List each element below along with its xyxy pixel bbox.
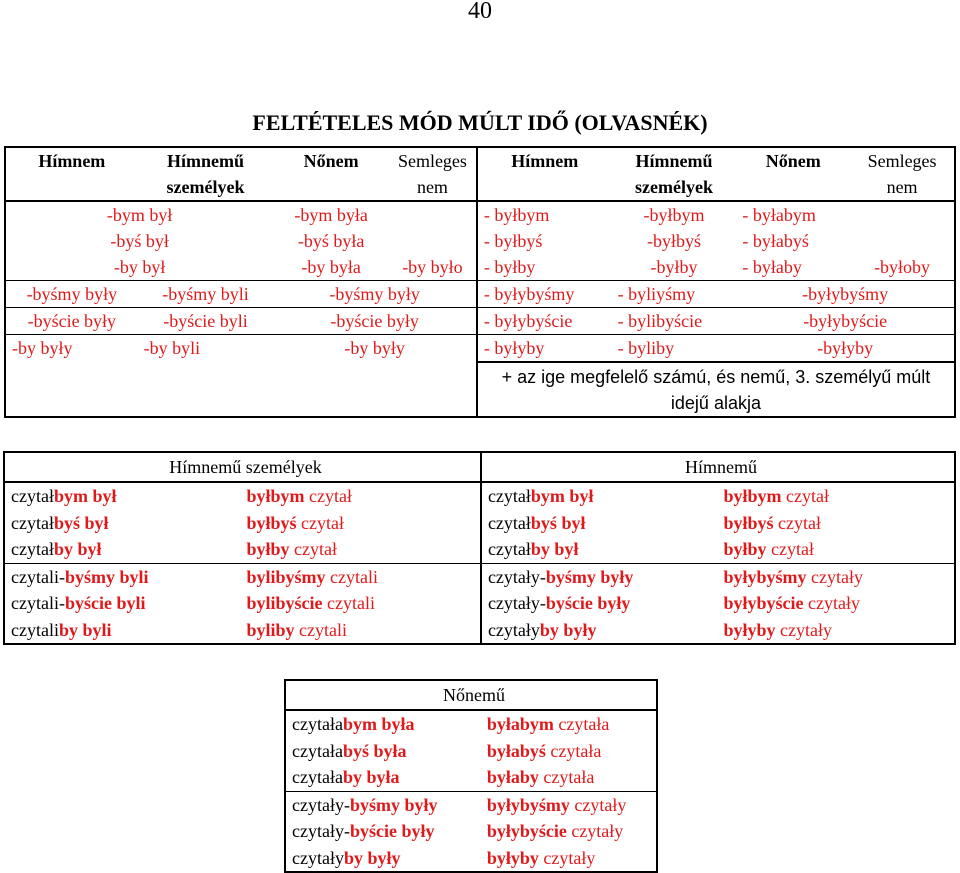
auxiliary-form: byś była	[342, 740, 407, 761]
ending-cell	[389, 201, 477, 228]
verb-stem: czytał	[11, 486, 54, 506]
ending-cell	[389, 228, 477, 254]
auxiliary-form: byśmy były	[349, 794, 438, 815]
empty-cell	[5, 362, 477, 417]
verb-stem: czytał	[487, 539, 531, 559]
conjugation-cell	[4, 617, 241, 645]
header-cell: Hímnemű személyek	[635, 151, 713, 197]
conjugation-cell	[481, 791, 657, 818]
ending-cell: - byłybyście	[477, 308, 612, 335]
ending-cell: -by była	[301, 257, 361, 277]
ending-cell: -by były	[5, 335, 138, 363]
table-caption: Nőnemű	[285, 680, 657, 710]
auxiliary-form: byłabym	[486, 714, 554, 734]
conjugation-cell	[481, 738, 657, 765]
verb-stem: czytał	[11, 539, 54, 559]
verb-stem: czytały-	[487, 593, 546, 613]
table-row	[285, 818, 657, 845]
conjugation-cell	[717, 536, 955, 563]
ending-cell: - byliby	[612, 335, 737, 363]
verb-form: czytały	[566, 821, 624, 841]
auxiliary-form: byliby	[246, 619, 295, 640]
caption-row	[285, 680, 657, 710]
auxiliary-form: by były	[343, 847, 401, 868]
conjugation-cell	[481, 482, 718, 510]
auxiliary-form: by były	[539, 619, 597, 640]
ending-cell: -bym był	[5, 201, 273, 228]
conjugation-cell	[285, 710, 481, 738]
auxiliary-form: bym był	[530, 486, 594, 506]
auxiliary-form: byłybyście	[486, 821, 567, 841]
conjugation-cell	[241, 510, 481, 537]
ending-cell	[850, 201, 955, 228]
table-row	[5, 201, 955, 228]
table-row	[5, 281, 955, 308]
auxiliary-form: byłby	[246, 539, 290, 559]
auxiliary-form: bym był	[53, 486, 117, 506]
auxiliary-form: byście były	[545, 593, 631, 613]
conjugation-cell	[4, 536, 241, 563]
verb-stem: czytały	[487, 619, 540, 640]
auxiliary-form: byśmy byli	[64, 566, 149, 587]
conjugation-cell	[481, 590, 718, 617]
verb-stem: czytali-	[11, 566, 65, 587]
conjugation-cell	[241, 617, 481, 645]
verb-form: czytały	[569, 794, 627, 815]
conjugation-cell	[717, 563, 955, 590]
conjugation-cell	[717, 617, 955, 645]
conjugation-cell	[481, 710, 657, 738]
table-row	[285, 764, 657, 791]
page-title: FELTÉTELES MÓD MÚLT IDŐ (OLVASNÉK)	[252, 110, 708, 135]
conjugation-cell	[4, 563, 241, 590]
ending-cell: -by byli	[138, 335, 274, 363]
table-row	[5, 228, 955, 254]
conjugation-cell	[285, 845, 481, 873]
auxiliary-form: byłbyś	[246, 512, 297, 533]
table-row	[4, 536, 955, 563]
auxiliary-form: bym była	[342, 714, 415, 734]
verb-stem: czytali-	[11, 593, 65, 613]
auxiliary-form: byłby	[723, 539, 767, 559]
ending-cell: -byście były	[273, 308, 477, 335]
ending-cell: -by było	[402, 257, 463, 277]
verb-form: czytali	[325, 566, 379, 587]
table-caption: Hímnemű személyek	[4, 452, 481, 482]
table-row	[4, 590, 955, 617]
conjugation-cell	[285, 738, 481, 765]
verb-form: czytali	[294, 619, 348, 640]
verb-stem: czytał	[11, 512, 54, 533]
auxiliary-form: byłybyśmy	[486, 794, 570, 815]
ending-cell: -byśmy były	[5, 281, 138, 308]
verb-form: czytał	[781, 486, 829, 506]
ending-cell: - byliyśmy	[612, 281, 737, 308]
verb-form: czytał	[304, 486, 353, 506]
table-row	[285, 738, 657, 765]
verb-form: czytały	[803, 593, 860, 613]
table-row	[4, 510, 955, 537]
verb-stem: czytały	[292, 847, 344, 868]
verb-stem: czytały-	[487, 566, 546, 587]
header-cell: Hímnem	[477, 147, 612, 201]
auxiliary-form: byś był	[530, 512, 586, 533]
verb-stem: czytała	[292, 714, 343, 734]
ending-cell: -byłbyś	[647, 231, 701, 251]
ending-cell: -bym była	[273, 201, 389, 228]
ending-cell: -byś był	[110, 231, 169, 251]
ending-cell: - byłby	[477, 254, 612, 281]
ending-cell: - byłyby	[477, 335, 612, 363]
conjugation-cell	[481, 764, 657, 791]
table-row	[285, 845, 657, 873]
auxiliary-form: byłbym	[246, 486, 305, 506]
auxiliary-form: byłbym	[723, 486, 782, 506]
ending-cell: - byłaby	[742, 257, 802, 277]
conjugation-cell	[285, 818, 481, 845]
conjugation-cell	[717, 482, 955, 510]
conjugation-cell	[481, 563, 718, 590]
verb-form: czytała	[538, 767, 595, 787]
verb-form: czytały	[806, 566, 863, 587]
auxiliary-form: byłybyśmy	[723, 566, 807, 587]
verb-form: czytał	[296, 512, 345, 533]
verb-form: czytały	[775, 619, 832, 640]
table-row	[4, 563, 955, 590]
himnemu-conjugation-table	[3, 451, 956, 645]
auxiliary-form: by był	[53, 539, 102, 559]
verb-form: czytał	[289, 539, 338, 559]
conjugation-cell	[717, 510, 955, 537]
verb-form: czytali	[322, 593, 375, 613]
table-row	[5, 254, 955, 281]
auxiliary-form: byście byli	[64, 593, 146, 613]
conjugation-cell	[481, 510, 718, 537]
conjugation-cell	[481, 536, 718, 563]
table-row	[285, 791, 657, 818]
conjugation-cell	[285, 764, 481, 791]
verb-stem: czytały-	[292, 794, 350, 815]
table-caption: Hímnemű	[481, 452, 955, 482]
auxiliary-form: bylibyście	[246, 593, 323, 613]
verb-form: czytał	[766, 539, 814, 559]
verb-stem: czytał	[487, 512, 531, 533]
page-number: 40	[468, 0, 492, 24]
table-row	[5, 335, 955, 363]
auxiliary-form: byś był	[53, 512, 109, 533]
ending-cell: -byłybyście	[736, 308, 955, 335]
table-row	[4, 482, 955, 510]
ending-cell: -byłbym	[612, 201, 737, 228]
ending-cell: - byłabym	[736, 201, 850, 228]
conjugation-cell	[481, 617, 718, 645]
auxiliary-form: byłabyś	[486, 740, 546, 761]
auxiliary-form: byłaby	[486, 767, 539, 787]
verb-stem: czytali	[11, 619, 59, 640]
ending-cell: - bylibyście	[612, 308, 737, 335]
table-row	[5, 308, 955, 335]
ending-table	[4, 146, 956, 418]
ending-cell: - byłabyś	[742, 231, 809, 251]
conjugation-cell	[241, 563, 481, 590]
header-cell: Semleges nem	[867, 151, 937, 197]
ending-cell: -byśmy byli	[138, 281, 274, 308]
ending-cell: -byście byli	[138, 308, 274, 335]
auxiliary-form: by była	[342, 767, 400, 787]
conjugation-cell	[717, 590, 955, 617]
ending-cell: -byłyby	[736, 335, 955, 363]
note-text: + az ige megfelelő számú, és nemű, 3. személyű múlt idejű alakja	[477, 362, 955, 417]
header-cell: Hímnem	[38, 151, 106, 171]
conjugation-cell	[4, 590, 241, 617]
header-cell: Hímnemű személyek	[166, 151, 245, 197]
conjugation-cell	[481, 845, 657, 873]
verb-form: czytała	[545, 740, 602, 761]
ending-cell: -byłby	[650, 257, 698, 277]
ending-cell: -byś była	[297, 231, 365, 251]
auxiliary-form: by był	[530, 539, 579, 559]
ending-cell: -by były	[273, 335, 477, 363]
table-row	[4, 617, 955, 645]
auxiliary-form: byłybyście	[723, 593, 804, 613]
auxiliary-form: bylibyśmy	[246, 566, 326, 587]
header-cell: Semleges nem	[397, 151, 467, 197]
ending-cell: - byłbym	[477, 201, 612, 228]
note-row	[5, 362, 955, 417]
ending-cell	[850, 228, 955, 254]
auxiliary-form: byłyby	[486, 847, 539, 868]
header-row	[5, 147, 955, 201]
nonemu-conjugation-table	[284, 679, 658, 873]
conjugation-cell	[4, 510, 241, 537]
header-cell: Nőnem	[765, 151, 821, 171]
verb-stem: czytała	[292, 767, 343, 787]
conjugation-cell	[481, 818, 657, 845]
conjugation-cell	[241, 482, 481, 510]
ending-cell: -by był	[113, 257, 166, 277]
conjugation-cell	[4, 482, 241, 510]
ending-cell: -byłybyśmy	[736, 281, 955, 308]
auxiliary-form: byłbyś	[723, 512, 774, 533]
auxiliary-form: by byli	[58, 619, 112, 640]
auxiliary-form: byście były	[349, 821, 435, 841]
ending-cell: -byśmy były	[273, 281, 477, 308]
verb-form: czytały	[538, 847, 596, 868]
ending-cell: -byście były	[5, 308, 138, 335]
conjugation-cell	[285, 791, 481, 818]
verb-form: czytała	[553, 714, 610, 734]
conjugation-cell	[241, 536, 481, 563]
ending-cell: - byłybyśmy	[477, 281, 612, 308]
ending-cell: - byłbyś	[477, 228, 612, 254]
verb-stem: czytały-	[292, 821, 350, 841]
verb-stem: czytał	[487, 486, 531, 506]
verb-stem: czytała	[292, 740, 343, 761]
auxiliary-form: byłyby	[723, 619, 776, 640]
verb-form: czytał	[773, 512, 821, 533]
caption-row	[4, 452, 955, 482]
table-row	[285, 710, 657, 738]
auxiliary-form: byśmy były	[545, 566, 634, 587]
ending-cell: -byłoby	[874, 257, 931, 277]
header-cell: Nőnem	[303, 151, 359, 171]
conjugation-cell	[241, 590, 481, 617]
